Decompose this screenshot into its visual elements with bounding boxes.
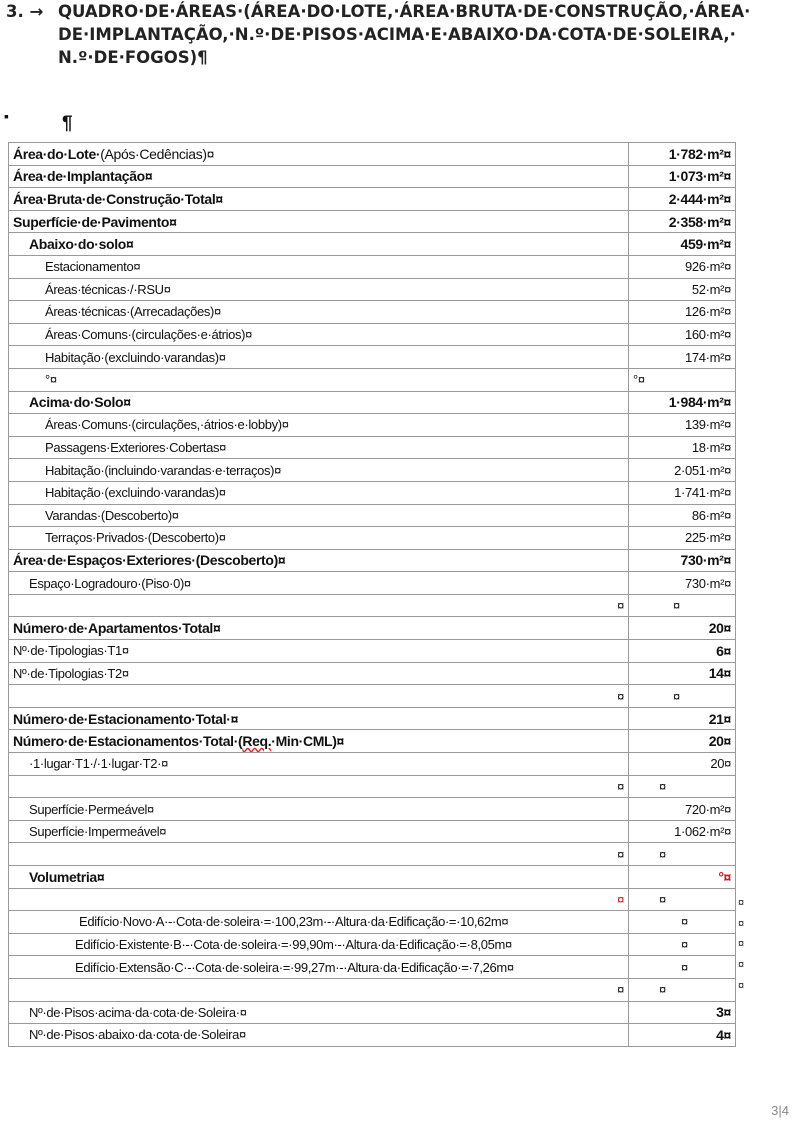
table-row bbox=[9, 210, 736, 233]
areas-table bbox=[8, 142, 736, 1047]
table-row bbox=[9, 278, 736, 301]
row-value: 174·m²¤ bbox=[629, 346, 736, 369]
table-row bbox=[9, 594, 736, 617]
table-row bbox=[9, 753, 736, 776]
table-row bbox=[9, 459, 736, 482]
table-row bbox=[9, 888, 736, 911]
row-value: 160·m²¤ bbox=[629, 323, 736, 346]
row-label: Estacionamento¤ bbox=[9, 255, 629, 278]
row-label: Área·de·Espaços·Exteriores·(Descoberto)¤ bbox=[9, 549, 629, 572]
row-value: 18·m²¤ bbox=[629, 436, 736, 459]
row-value: 1·062·m²¤ bbox=[629, 820, 736, 843]
row-value: °¤ bbox=[629, 368, 736, 391]
row-label: Número·de·Estacionamentos·Total·(Req.·Min·CML)¤ bbox=[9, 730, 629, 753]
table-row bbox=[9, 820, 736, 843]
table-row bbox=[9, 798, 736, 821]
table-row bbox=[9, 165, 736, 188]
row-value: 139·m²¤ bbox=[629, 414, 736, 437]
row-label: Espaço·Logradouro·(Piso·0)¤ bbox=[9, 572, 629, 595]
row-value: 20¤ bbox=[629, 730, 736, 753]
row-value: 730·m²¤ bbox=[629, 572, 736, 595]
row-value: 2·358·m²¤ bbox=[629, 210, 736, 233]
table-row bbox=[9, 527, 736, 550]
row-value: 3¤ bbox=[629, 1001, 736, 1024]
table-row bbox=[9, 143, 736, 166]
table-row bbox=[9, 978, 736, 1001]
row-label: Acima·do·Solo¤ bbox=[9, 391, 629, 414]
row-value: 21¤ bbox=[629, 707, 736, 730]
table-row bbox=[9, 481, 736, 504]
row-label: Área·do·Lote·(Após·Cedências)¤ bbox=[9, 143, 629, 166]
row-value: 6¤ bbox=[629, 640, 736, 663]
table-row bbox=[9, 572, 736, 595]
table-row bbox=[9, 188, 736, 211]
table-row bbox=[9, 301, 736, 324]
row-end-mark: ¤ bbox=[738, 959, 745, 971]
section-heading bbox=[6, 0, 798, 69]
row-value: 1·073·m²¤ bbox=[629, 165, 736, 188]
table-row bbox=[9, 368, 736, 391]
table-row bbox=[9, 640, 736, 663]
row-value: ¤ bbox=[629, 978, 736, 1001]
table-row bbox=[9, 255, 736, 278]
row-value: 14¤ bbox=[629, 662, 736, 685]
heading-line-3: N.º·DE·FOGOS)¶ bbox=[58, 48, 208, 67]
table-row bbox=[9, 730, 736, 753]
row-value: 2·051·m²¤ bbox=[629, 459, 736, 482]
table-row bbox=[9, 414, 736, 437]
row-label: Número·de·Apartamentos·Total¤ bbox=[9, 617, 629, 640]
table-row bbox=[9, 1024, 736, 1047]
row-label: °¤ bbox=[9, 368, 629, 391]
row-label: Abaixo·do·solo¤ bbox=[9, 233, 629, 256]
table-row bbox=[9, 662, 736, 685]
row-value: ¤ bbox=[629, 775, 736, 798]
table-row bbox=[9, 1001, 736, 1024]
row-label: Áreas·técnicas·(Arrecadações)¤ bbox=[9, 301, 629, 324]
row-value: 20¤ bbox=[629, 753, 736, 776]
row-label: Áreas·técnicas·/·RSU¤ bbox=[9, 278, 629, 301]
row-label: Edifício·Existente·B·-·Cota·de·soleira·=·99,90m·-·Altura·da·Edificação·=·8,05m¤ bbox=[9, 933, 629, 956]
row-label: ¤ bbox=[9, 775, 629, 798]
row-value: ¤ bbox=[629, 843, 736, 866]
bullet-marker: ▪ bbox=[4, 108, 9, 124]
table-row bbox=[9, 391, 736, 414]
table-row bbox=[9, 866, 736, 889]
row-value: 1·782·m²¤ bbox=[629, 143, 736, 166]
row-label: Número·de·Estacionamento·Total·¤ bbox=[9, 707, 629, 730]
row-label: ¤ bbox=[9, 888, 629, 911]
row-value: ¤ bbox=[629, 911, 736, 934]
row-value: 52·m²¤ bbox=[629, 278, 736, 301]
table-row bbox=[9, 436, 736, 459]
table-row bbox=[9, 707, 736, 730]
table-row bbox=[9, 504, 736, 527]
row-value: ¤ bbox=[629, 956, 736, 979]
row-label: Nº·de·Pisos·abaixo·da·cota·de·Soleira¤ bbox=[9, 1024, 629, 1047]
row-label: Superfície·de·Pavimento¤ bbox=[9, 210, 629, 233]
row-value: ¤ bbox=[629, 594, 736, 617]
row-end-mark: ¤ bbox=[738, 938, 745, 950]
row-label: Nº·de·Pisos·acima·da·cota·de·Soleira·¤ bbox=[9, 1001, 629, 1024]
row-label: Habitação·(excluindo·varandas)¤ bbox=[9, 481, 629, 504]
row-value: 20¤ bbox=[629, 617, 736, 640]
paragraph-mark: ¶ bbox=[62, 113, 73, 134]
row-value: 1·984·m²¤ bbox=[629, 391, 736, 414]
row-label: ¤ bbox=[9, 685, 629, 708]
row-label: Áreas·Comuns·(circulações,·átrios·e·lobby)¤ bbox=[9, 414, 629, 437]
row-value: ¤ bbox=[629, 888, 736, 911]
row-end-mark: ¤ bbox=[738, 980, 745, 992]
row-label: Habitação·(incluindo·varandas·e·terraços)¤ bbox=[9, 459, 629, 482]
heading-number: 3. → bbox=[6, 2, 44, 21]
row-value: 720·m²¤ bbox=[629, 798, 736, 821]
heading-line-1: QUADRO·DE·ÁREAS·(ÁREA·DO·LOTE,·ÁREA·BRUTA·DE·CONSTRUÇÃO,·ÁREA· bbox=[58, 2, 751, 21]
table-row bbox=[9, 233, 736, 256]
table-row bbox=[9, 911, 736, 934]
table-row bbox=[9, 956, 736, 979]
table-row bbox=[9, 346, 736, 369]
table-row bbox=[9, 323, 736, 346]
row-value: 2·444·m²¤ bbox=[629, 188, 736, 211]
page-number: 3|4 bbox=[771, 1103, 789, 1118]
row-label: Passagens·Exteriores·Cobertas¤ bbox=[9, 436, 629, 459]
table-row bbox=[9, 775, 736, 798]
row-label: Área·de·Implantação¤ bbox=[9, 165, 629, 188]
row-value: 730·m²¤ bbox=[629, 549, 736, 572]
row-end-mark: ¤ bbox=[738, 918, 745, 930]
table-row bbox=[9, 843, 736, 866]
table-row bbox=[9, 549, 736, 572]
row-value: 126·m²¤ bbox=[629, 301, 736, 324]
table-row bbox=[9, 617, 736, 640]
row-label: Nº·de·Tipologias·T2¤ bbox=[9, 662, 629, 685]
row-label: Varandas·(Descoberto)¤ bbox=[9, 504, 629, 527]
row-label: Terraços·Privados·(Descoberto)¤ bbox=[9, 527, 629, 550]
row-value: 4¤ bbox=[629, 1024, 736, 1047]
row-value: 926·m²¤ bbox=[629, 255, 736, 278]
row-end-mark: ¤ bbox=[738, 897, 745, 909]
row-label: ¤ bbox=[9, 978, 629, 1001]
row-label: Edifício·Novo·A·-·Cota·de·soleira·=·100,23m·-·Altura·da·Edificação·=·10,62m¤ bbox=[9, 911, 629, 934]
row-label: ¤ bbox=[9, 594, 629, 617]
row-value: 1·741·m²¤ bbox=[629, 481, 736, 504]
row-label: ¤ bbox=[9, 843, 629, 866]
row-value: 459·m²¤ bbox=[629, 233, 736, 256]
row-label: Superfície·Impermeável¤ bbox=[9, 820, 629, 843]
row-value: 86·m²¤ bbox=[629, 504, 736, 527]
row-label: Edifício·Extensão·C·-·Cota·de·soleira·=·99,27m·-·Altura·da·Edificação·=·7,26m¤ bbox=[9, 956, 629, 979]
row-label: Área·Bruta·de·Construção·Total¤ bbox=[9, 188, 629, 211]
row-label: Nº·de·Tipologias·T1¤ bbox=[9, 640, 629, 663]
row-value: °¤ bbox=[629, 866, 736, 889]
row-value: ¤ bbox=[629, 933, 736, 956]
table-row bbox=[9, 933, 736, 956]
heading-line-2: DE·IMPLANTAÇÃO,·N.º·DE·PISOS·ACIMA·E·ABAIXO·DA·COTA·DE·SOLEIRA,· bbox=[58, 25, 736, 44]
row-label: Volumetria¤ bbox=[9, 866, 629, 889]
row-label: Superfície·Permeável¤ bbox=[9, 798, 629, 821]
row-value: 225·m²¤ bbox=[629, 527, 736, 550]
row-label: ·1·lugar·T1·/·1·lugar·T2·¤ bbox=[9, 753, 629, 776]
table-row bbox=[9, 685, 736, 708]
row-value: ¤ bbox=[629, 685, 736, 708]
row-label: Áreas·Comuns·(circulações·e·átrios)¤ bbox=[9, 323, 629, 346]
row-label: Habitação·(excluindo·varandas)¤ bbox=[9, 346, 629, 369]
